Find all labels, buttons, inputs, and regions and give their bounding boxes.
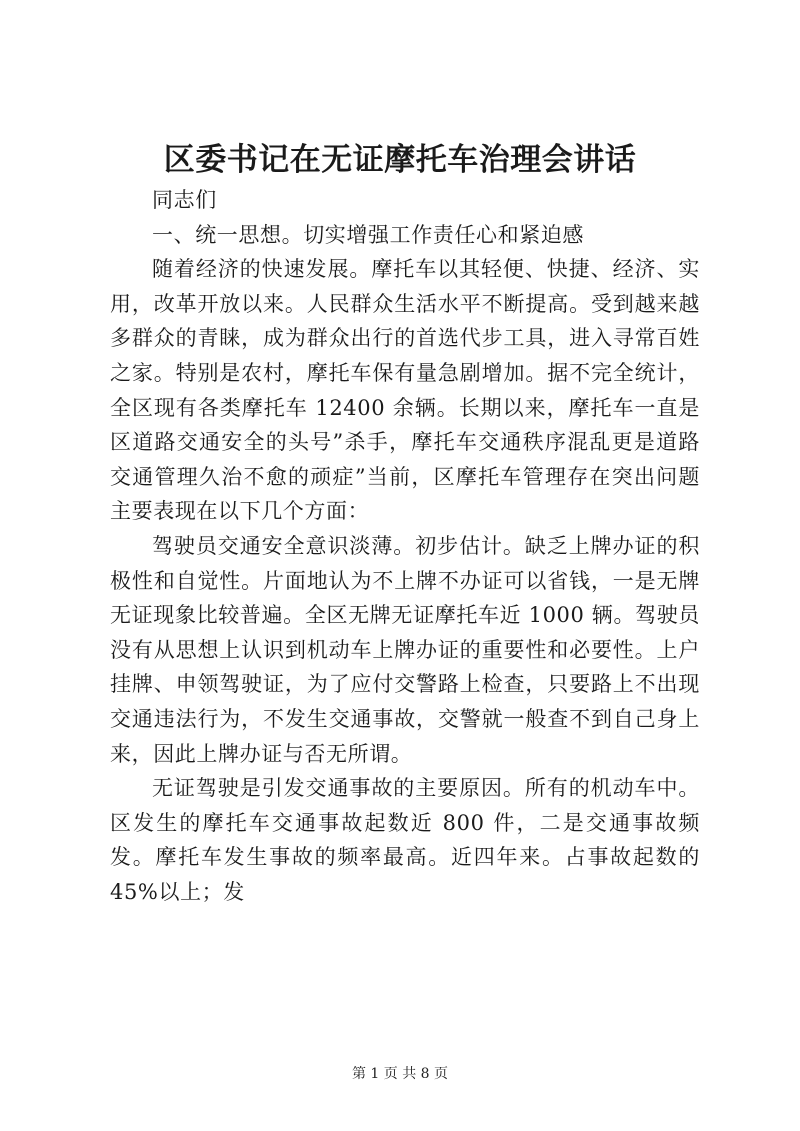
paragraph-salutation: 同志们 bbox=[152, 188, 217, 212]
document-title: 区委书记在无证摩托车治理会讲话 bbox=[163, 142, 637, 178]
document-body bbox=[110, 183, 700, 909]
paragraph-section-heading: 一、统一思想。切实增强工作责任心和紧迫感 bbox=[152, 222, 584, 247]
paragraph-background: 随着经济的快速发展。摩托车以其轻便、快捷、经济、实用，改革开放以来。人民群众生活水平不断提高。受到越来越多群众的青睐，成为群众出行的首选代步工具，进入寻常百姓之家。特别是农村，摩托车保有量急剧增加。据不完全统计，全区现有各类摩托车 12400 余辆。长期以来，摩托车一直是区道路交通安全的头号”杀手，摩托车交通秩序混乱更是道路交通管理久治不愈的顽症”当前，区摩托车管理存在突出问题主要表现在以下几个方面： bbox=[110, 257, 700, 524]
paragraph-unlicensed-driving: 无证驾驶是引发交通事故的主要原因。所有的机动车中。区发生的摩托车交通事故起数近 800 件，二是交通事故频发。摩托车发生事故的频率最高。近四年来。占事故起数的 45%以上；发 bbox=[110, 776, 700, 904]
page-footer: 第 1 页 共 8 页 bbox=[351, 1066, 449, 1082]
paragraph-driver-awareness: 驾驶员交通安全意识淡薄。初步估计。缺乏上牌办证的积极性和自觉性。片面地认为不上牌不办证可以省钱，一是无牌无证现象比较普遍。全区无牌无证摩托车近 1000 辆。驾驶员没有从思想上认识到机动车上牌办证的重要性和必要性。上户挂牌、申领驾驶证，为了应付交警路上检查，只要路上不出现交通违法行为，不发生交通事故，交警就一般查不到自己身上来，因此上牌办证与否无所谓。 bbox=[110, 533, 700, 766]
